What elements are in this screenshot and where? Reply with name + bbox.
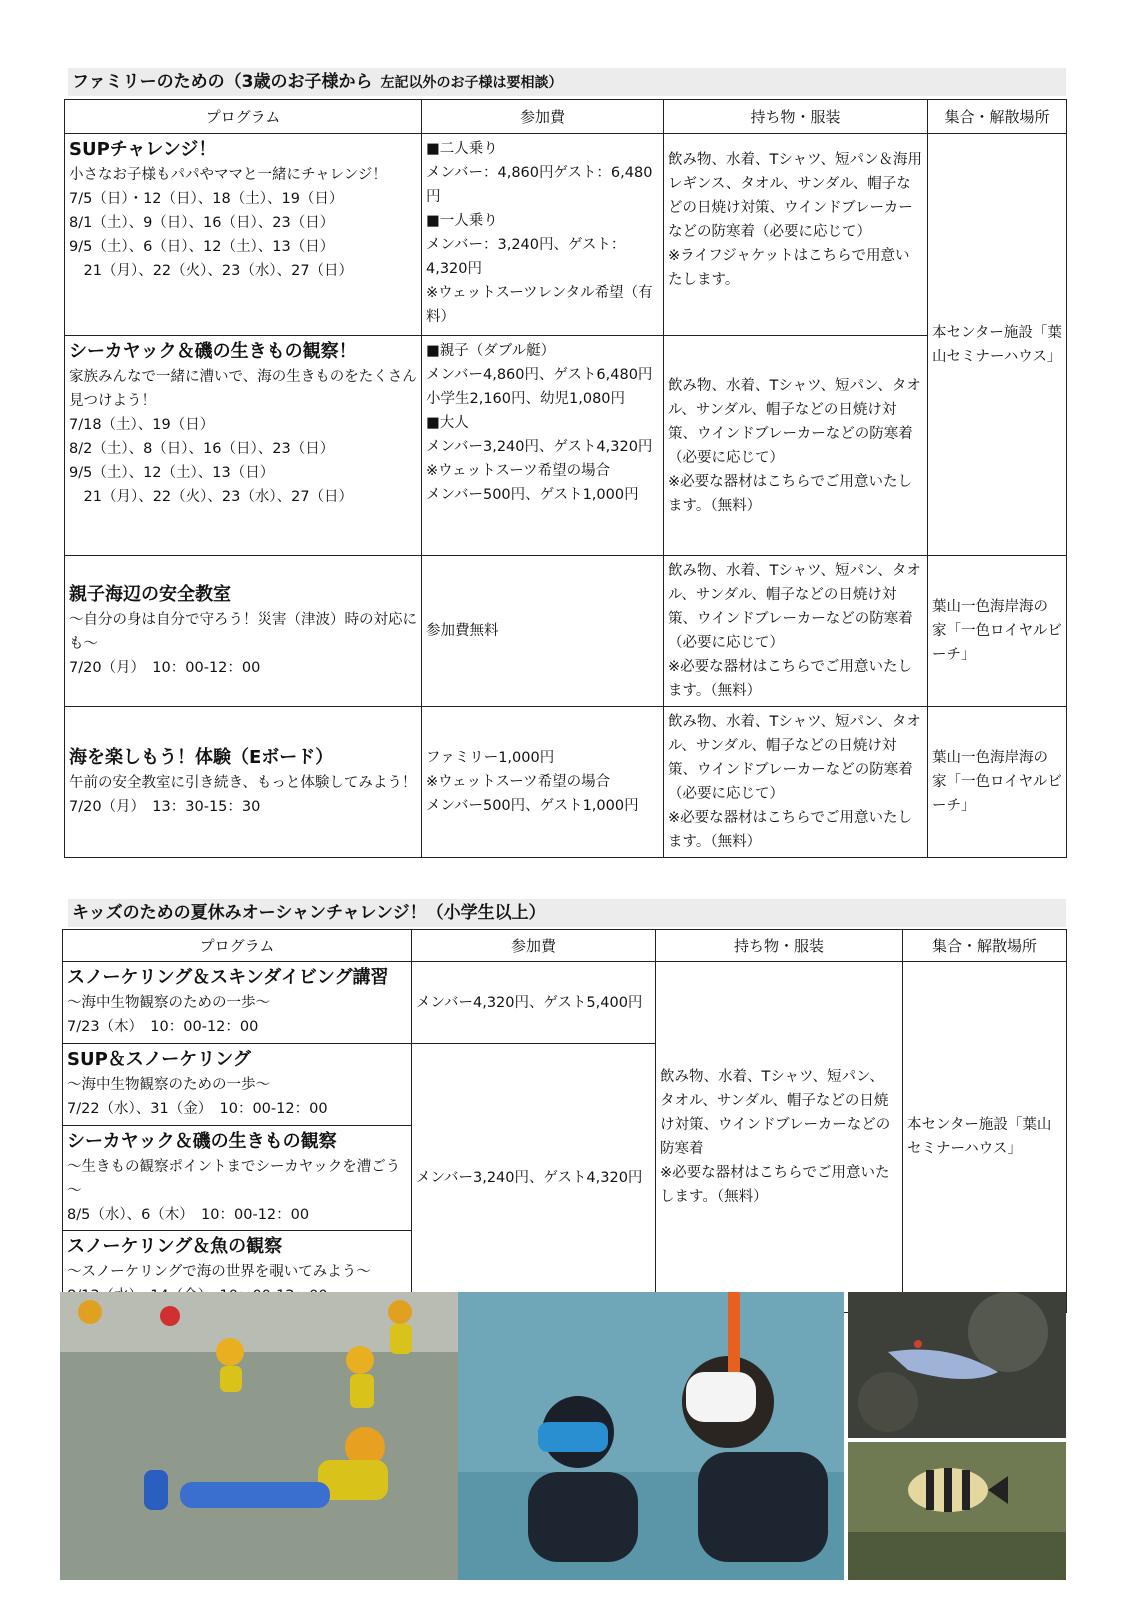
items-cell: 飲み物、水着、Tシャツ、短パン、タオル、サンダル、帽子などの日焼け対策、ウインドブレーカーなどの防寒着（必要に応じて） ※必要な器材はこちらでご用意いたします。（無料）: [664, 336, 928, 556]
program-cell: スノーケリング＆魚の観察 ～スノーケリングで海の世界を覗いてみよう～: [63, 1231, 412, 1313]
program-cell: シーカヤック＆磯の生きもの観察！ 家族みんなで一緒に漕いで、海の生きものをたくさん見つけよう！ 7/18（土）、19（日） 8/2（土）、8（日）、16（日）、23（日） 9/5（土）、12（土）、13（日） 21（月）、22（火）、23（水）、27（日）: [65, 336, 422, 556]
program-title: スノーケリング＆スキンダイビング講習: [67, 967, 389, 988]
program-cell: SUP＆スノーケリング ～海中生物観察のための一歩～ 7/22（水）、31（金） 10：00-12：00: [63, 1044, 412, 1126]
items-cell: 飲み物、水着、Tシャツ、短パン、タオル、サンダル、帽子などの日焼け対策、ウインドブレーカーなどの防寒着（必要に応じて） ※必要な器材はこちらでご用意いたします。（無料）: [664, 556, 928, 707]
program-cell: SUPチャレンジ！ 小さなお子様もパパやママと一緒にチャレンジ！ 7/5（日）・12（日）、18（土）、19（日） 8/1（土）、9（日）、16（日）、23（日） 9/5（土）、6（日）、12（土）、13（日） 21（月）、22（火）、23（水）、27（日）: [65, 134, 422, 336]
table-row: [65, 707, 1067, 858]
program-cell: 海を楽しもう！体験（Eボード） 午前の安全教室に引き続き、もっと体験してみよう！ 7/20（月） 13：30-15：30: [65, 707, 422, 858]
table-row: [65, 336, 1067, 556]
header-place: 集合・解散場所: [928, 100, 1067, 134]
items-cell: 飲み物、水着、Tシャツ、短パン、タオル、サンダル、帽子などの日焼け対策、ウインドブレーカーなどの防寒着 ※必要な器材はこちらでご用意いたします。（無料）: [656, 962, 903, 1313]
kids-section-title: キッズのための夏休みオーシャンチャレンジ！（小学生以上）: [68, 899, 1066, 927]
program-title: SUPチャレンジ！: [69, 139, 217, 160]
table-row: [63, 962, 1067, 1044]
photo-strip: [60, 1292, 1066, 1580]
program-title: スノーケリング＆魚の観察: [67, 1236, 283, 1257]
header-fee: 参加費: [422, 100, 664, 134]
fee-cell: ■親子（ダブル艇） メンバー4,860円、ゲスト6,480円 小学生2,160円、幼児1,080円 ■大人 メンバー3,240円、ゲスト4,320円 ※ウェットスーツ希望の場合 メンバー500円、ゲスト1,000円: [422, 336, 664, 556]
table-header-row: [65, 100, 1067, 134]
table-row: [65, 134, 1067, 336]
program-title: シーカヤック＆磯の生きもの観察: [67, 1131, 337, 1152]
header-program: プログラム: [65, 100, 422, 134]
fee-cell: ファミリー1,000円 ※ウェットスーツ希望の場合 メンバー500円、ゲスト1,000円: [422, 707, 664, 858]
header-items: 持ち物・服装: [664, 100, 928, 134]
table-header-row: [63, 930, 1067, 962]
program-title: シーカヤック＆磯の生きもの観察！: [69, 341, 357, 362]
program-cell: シーカヤック＆磯の生きもの観察 ～生きもの観察ポイントまでシーカヤックを漕ごう～ 8/5（水）、6（木） 10：00-12：00: [63, 1126, 412, 1231]
header-program: プログラム: [63, 930, 412, 962]
program-cell: スノーケリング＆スキンダイビング講習 ～海中生物観察のための一歩～ 7/23（木） 10：00-12：00: [63, 962, 412, 1044]
header-place: 集合・解散場所: [903, 930, 1067, 962]
kids-swimming-photo: [60, 1292, 458, 1580]
program-title: 親子海辺の安全教室: [69, 584, 231, 605]
snorkel-photo: [458, 1292, 844, 1580]
striped-fish-photo: [848, 1442, 1066, 1580]
place-cell: 葉山一色海岸海の家「一色ロイヤルビーチ」: [928, 556, 1067, 707]
header-items: 持ち物・服装: [656, 930, 903, 962]
fee-cell: メンバー4,320円、ゲスト5,400円: [412, 962, 656, 1044]
kids-program-table: [62, 929, 1067, 1313]
family-section-title: ファミリーのための（3歳のお子様から 左記以外のお子様は要相談）: [68, 68, 1066, 96]
items-cell: 飲み物、水着、Tシャツ、短パン＆海用レギンス、タオル、サンダル、帽子などの日焼け対策、ウインドブレーカーなどの防寒着（必要に応じて） ※ライフジャケットはこちらで用意いたします。: [664, 134, 928, 336]
fee-cell: ■二人乗り メンバー：4,860円ゲスト：6,480円 ■一人乗り メンバー：3,240円、ゲスト：4,320円 ※ウェットスーツレンタル希望（有料）: [422, 134, 664, 336]
place-cell: 本センター施設「葉山セミナーハウス」: [903, 962, 1067, 1313]
program-title: 海を楽しもう！体験（Eボード）: [69, 747, 334, 768]
family-program-table: [64, 99, 1067, 858]
program-title: SUP＆スノーケリング: [67, 1049, 251, 1070]
fee-cell: メンバー3,240円、ゲスト4,320円: [412, 1044, 656, 1313]
fee-cell: 参加費無料: [422, 556, 664, 707]
table-row: [65, 556, 1067, 707]
header-fee: 参加費: [412, 930, 656, 962]
sea-slug-photo: [848, 1292, 1066, 1438]
items-cell: 飲み物、水着、Tシャツ、短パン、タオル、サンダル、帽子などの日焼け対策、ウインドブレーカーなどの防寒着（必要に応じて） ※必要な器材はこちらでご用意いたします。（無料）: [664, 707, 928, 858]
program-cell: 親子海辺の安全教室 ～自分の身は自分で守ろう！災害（津波）時の対応にも～ 7/20（月） 10：00-12：00: [65, 556, 422, 707]
place-cell: 本センター施設「葉山セミナーハウス」: [928, 134, 1067, 556]
place-cell: 葉山一色海岸海の家「一色ロイヤルビーチ」: [928, 707, 1067, 858]
